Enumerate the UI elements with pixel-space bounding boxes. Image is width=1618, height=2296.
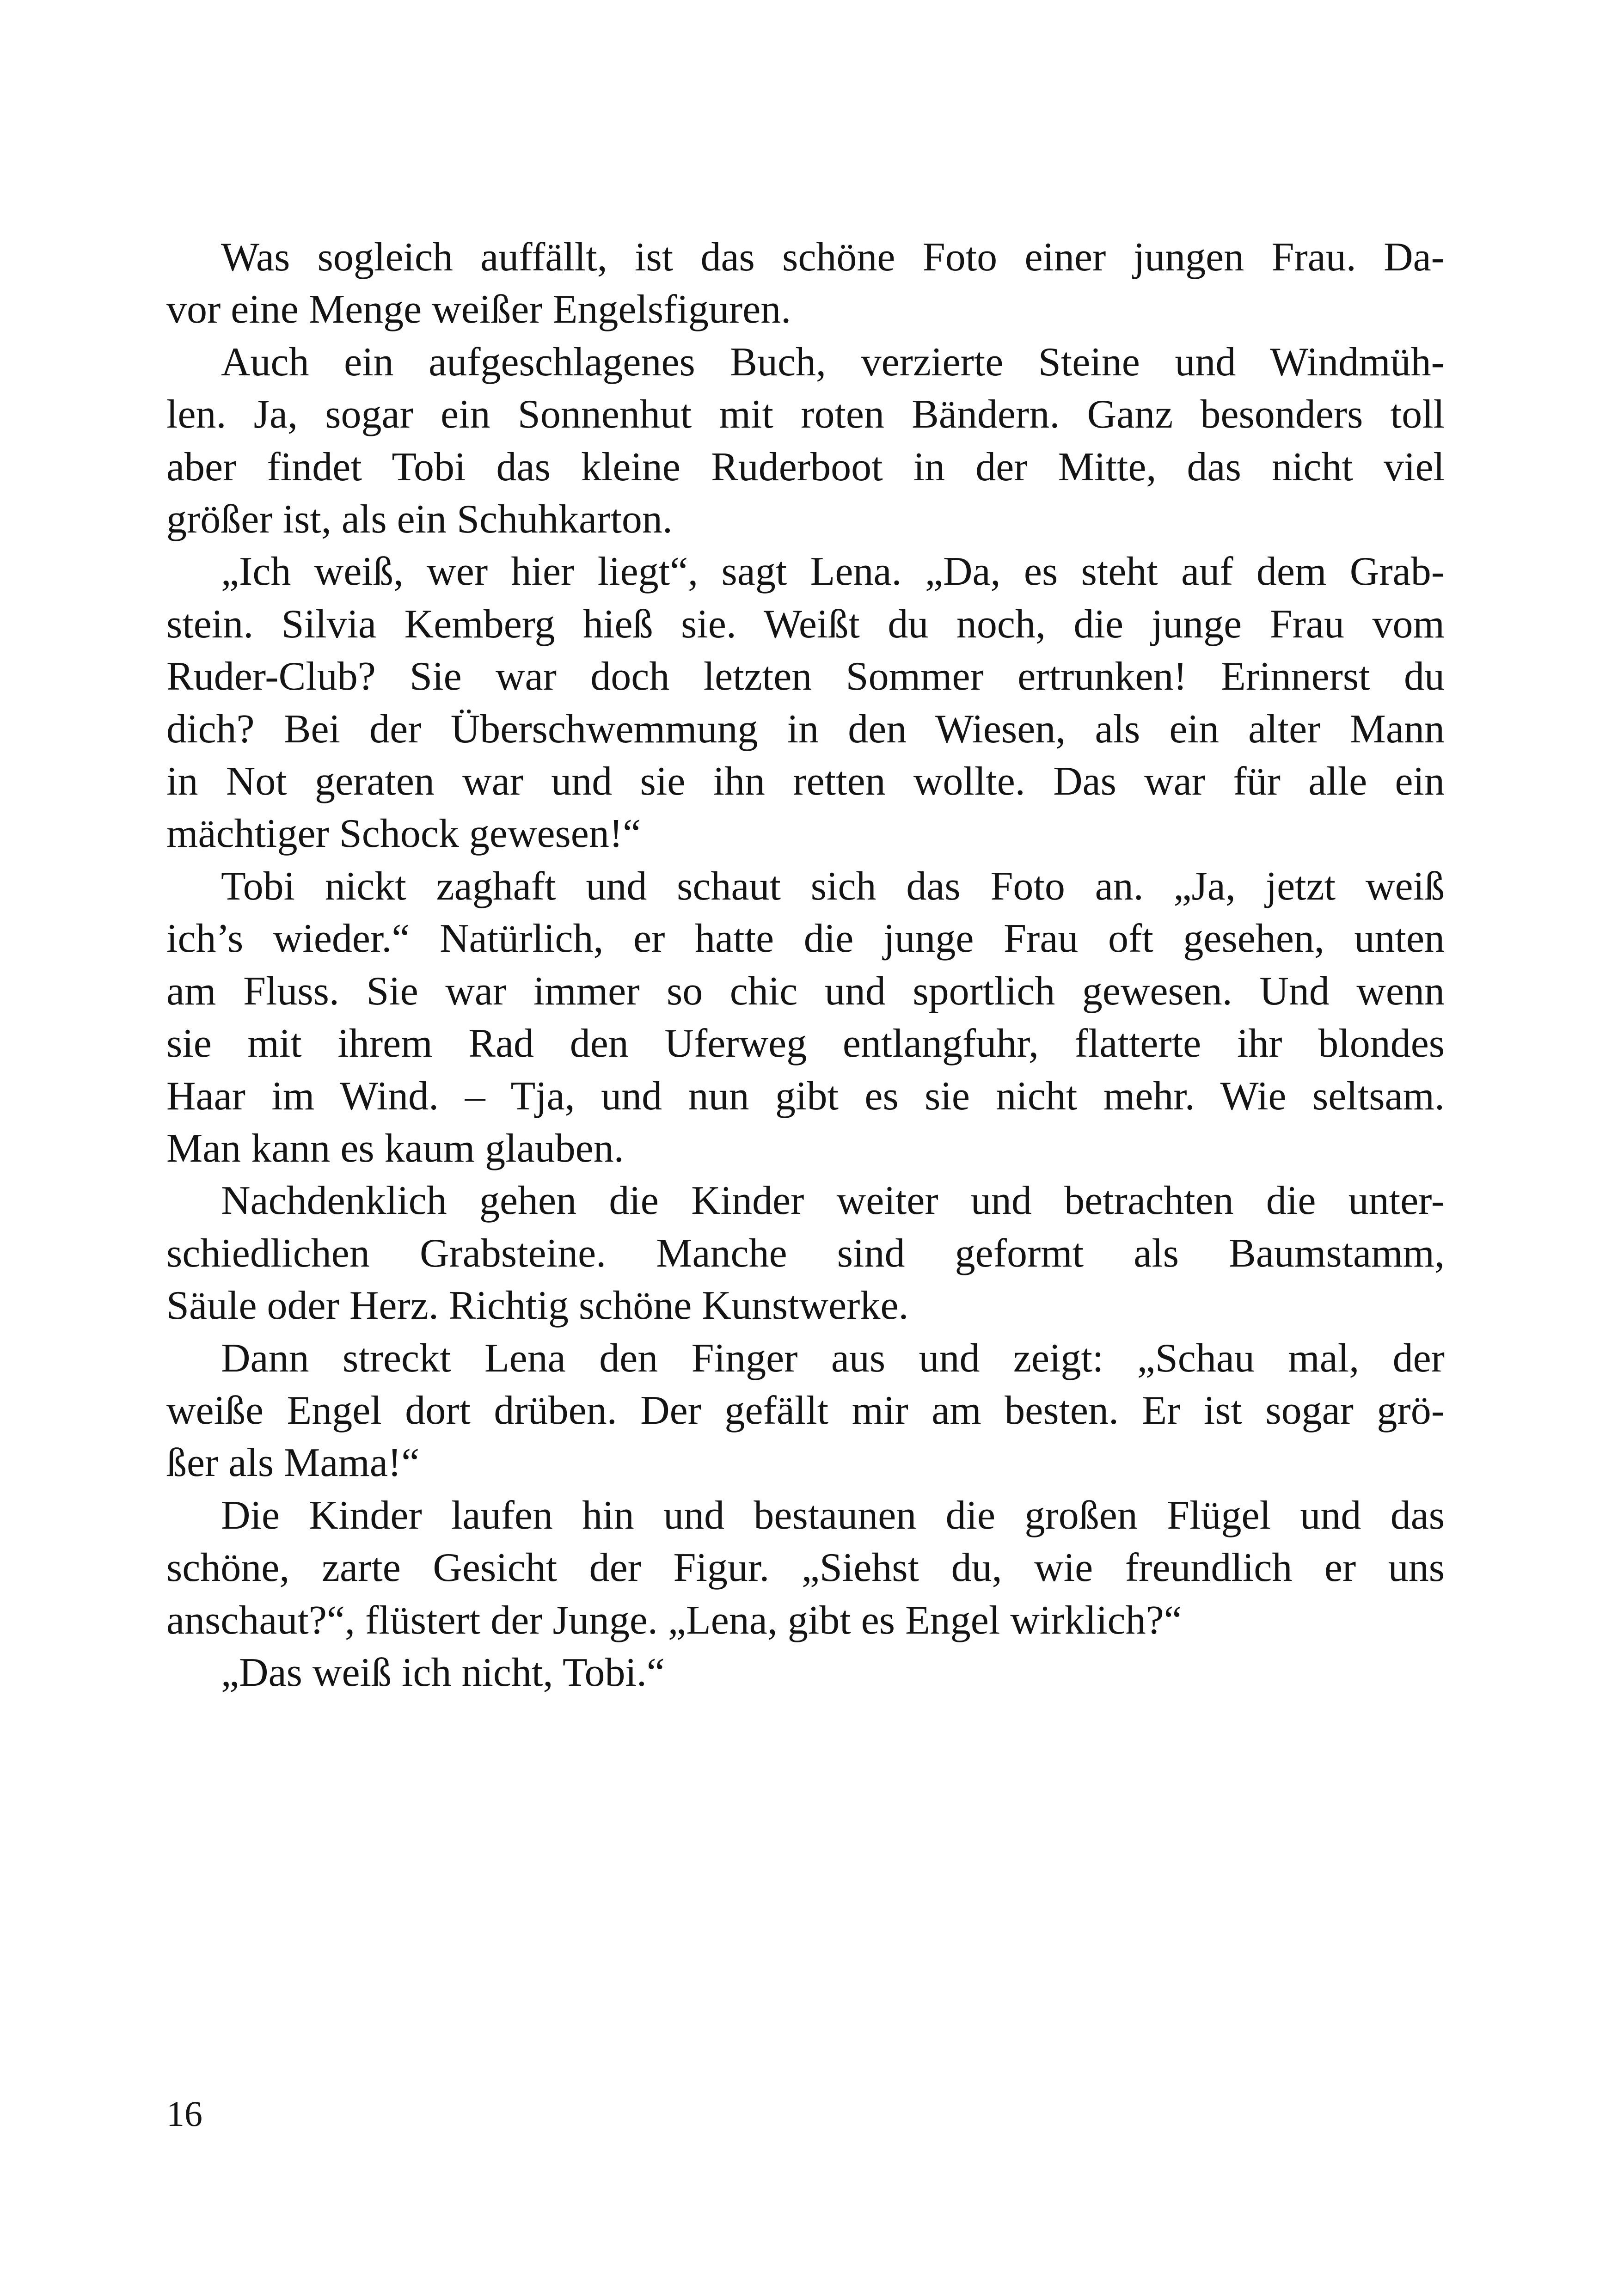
text-line: vor eine Menge weißer Engelsfiguren. [166, 287, 791, 332]
text-line: größer ist, als ein Schuhkarton. [166, 497, 673, 542]
text-line: am Fluss. Sie war immer so chic und sportlich gewesen. Und wenn [166, 968, 1445, 1014]
paragraph [166, 1175, 1445, 1332]
text-line: anschaut?“, flüstert der Junge. „Lena, gibt es Engel wirklich?“ [166, 1598, 1182, 1643]
text-line: len. Ja, sogar ein Sonnenhut mit roten Bändern. Ganz besonders toll [166, 392, 1445, 437]
text-line: „Ich weiß, wer hier liegt“, sagt Lena. „Da, es steht auf dem Grab- [221, 549, 1445, 594]
text-line: Tobi nickt zaghaft und schaut sich das Foto an. „Ja, jetzt weiß [221, 863, 1445, 909]
paragraph [166, 336, 1445, 546]
text-line: Dann streckt Lena den Finger aus und zeigt: „Schau mal, der [221, 1335, 1445, 1381]
text-line: mächtiger Schock gewesen!“ [166, 811, 641, 857]
paragraph [166, 1489, 1445, 1647]
text-line: stein. Silvia Kemberg hieß sie. Weißt du noch, die junge Frau vom [166, 601, 1445, 647]
text-line: Auch ein aufgeschlagenes Buch, verzierte Steine und Windmüh- [221, 339, 1445, 385]
text-line: ßer als Mama!“ [166, 1440, 420, 1486]
paragraph [166, 231, 1445, 336]
paragraph [166, 545, 1445, 860]
text-line: Ruder-Club? Sie war doch letzten Sommer ertrunken! Erinnerst du [166, 654, 1445, 699]
text-line: aber findet Tobi das kleine Ruderboot in der Mitte, das nicht viel [166, 444, 1445, 490]
text-line: in Not geraten war und sie ihn retten wollte. Das war für alle ein [166, 759, 1445, 804]
paragraph [166, 1647, 1445, 1699]
text-line: Was sogleich auffällt, ist das schöne Foto einer jungen Frau. Da- [221, 235, 1445, 280]
text-line: Haar im Wind. – Tja, und nun gibt es sie nicht mehr. Wie seltsam. [166, 1073, 1445, 1119]
text-line: Nachdenklich gehen die Kinder weiter und betrachten die unter- [221, 1178, 1445, 1224]
text-line: Die Kinder laufen hin und bestaunen die großen Flügel und das [221, 1493, 1445, 1538]
text-line: schöne, zarte Gesicht der Figur. „Siehst du, wie freundlich er uns [166, 1545, 1445, 1591]
paragraph [166, 1332, 1445, 1489]
text-line: dich? Bei der Überschwemmung in den Wiesen, als ein alter Mann [166, 706, 1445, 752]
text-line: ich’s wieder.“ Natürlich, er hatte die junge Frau oft gesehen, unten [166, 916, 1445, 961]
page-number: 16 [166, 2094, 202, 2134]
text-line: Säule oder Herz. Richtig schöne Kunstwerke. [166, 1283, 909, 1329]
text-line: „Das weiß ich nicht, Tobi.“ [221, 1650, 665, 1695]
text-line: Man kann es kaum glauben. [166, 1126, 624, 1171]
text-line: schiedlichen Grabsteine. Manche sind geformt als Baumstamm, [166, 1231, 1445, 1276]
text-line: sie mit ihrem Rad den Uferweg entlangfuhr, flatterte ihr blondes [166, 1021, 1445, 1066]
text-line: weiße Engel dort drüben. Der gefällt mir am besten. Er ist sogar grö- [166, 1388, 1445, 1433]
body-text [166, 231, 1445, 1699]
paragraph [166, 860, 1445, 1175]
